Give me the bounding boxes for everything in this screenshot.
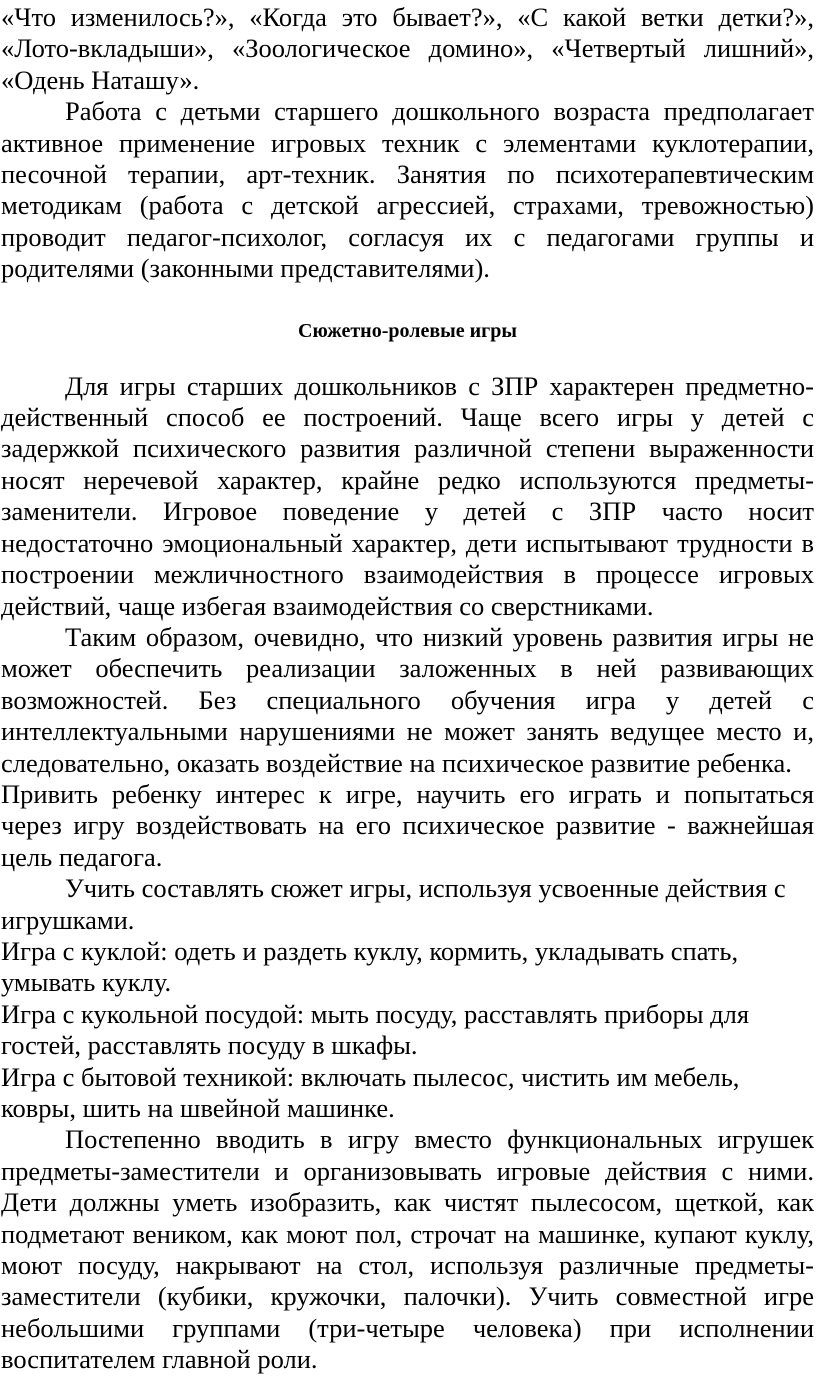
paragraph-substitute-objects: Постепенно вводить в игру вместо функциональных игрушек предметы-заместители и организовывать игровые действия с ними. Дети должны уметь изобразить, как чистят пылесосом, щеткой, как подметают веником, как моют пол, строчат на машинке, купают куклу, моют посуду, накрывают на стол, используя различные предметы-заместители (кубики, кружочки, палочки). Учить совместной игре небольшими группами (три-четыре человека) при исполнении воспитателем главной роли.: [1, 1124, 814, 1375]
section-heading: Сюжетно-ролевые игры: [298, 319, 517, 342]
paragraph-game-list: «Что изменилось?», «Когда это бывает?», «С какой ветки детки?», «Лото-вкладыши», «Зоологическое домино», «Четвертый лишний», «Одень Наташу».: [1, 2, 814, 95]
paragraph-appliances-game: Игра с бытовой техникой: включать пылесос, чистить им мебель, ковры, шить на швейной машинке.: [1, 1061, 740, 1123]
paragraph-low-play-level: Таким образом, очевидно, что низкий уровень развития игры не может обеспечить реализации заложенных в ней развивающих возможностей. Без специального обучения игра у детей с интеллектуальными нарушениями не может занять ведущее место и, следовательно, оказать воздействие на психическое развитие ребенка.: [1, 621, 814, 778]
paragraph-play-characteristics: Для игры старших дошкольников с ЗПР характерен предметно-действенный способ ее построений. Чаще всего игры у детей с задержкой психического развития различной степени выраженности носят неречевой характер, крайне редко используются предметы-заменители. Игровое поведение у детей с ЗПР часто носит недостаточно эмоциональный характер, дети испытывают трудности в построении межличностного взаимодействия в процессе игровых действий, чаще избегая взаимодействия со сверстниками.: [1, 370, 814, 621]
paragraph-educator-goal: Привить ребенку интерес к игре, научить его играть и попытаться через игру воздействовать на его психическое развитие - важнейшая цель педагога.: [1, 778, 814, 872]
paragraph-older-preschool-work: Работа с детьми старшего дошкольного возраста предполагает активное применение игровых техник с элементами куклотерапии, песочной терапии, арт-техник. Занятия по психотерапевтическим методикам (работа с детской агрессией, страхами, тревожностью) проводит педагог-психолог, согласуя их с педагогами группы и родителями (законными представителями).: [1, 96, 814, 284]
paragraph-compose-plot: Учить составлять сюжет игры, используя усвоенные действия с игрушками.: [1, 873, 786, 935]
paragraph-dishes-game: Игра с кукольной посудой: мыть посуду, расставлять приборы для гостей, расставлять посуду в шкафы.: [1, 998, 750, 1061]
paragraph-doll-game: Игра с куклой: одеть и раздеть куклу, кормить, укладывать спать, умывать куклу.: [1, 935, 739, 998]
